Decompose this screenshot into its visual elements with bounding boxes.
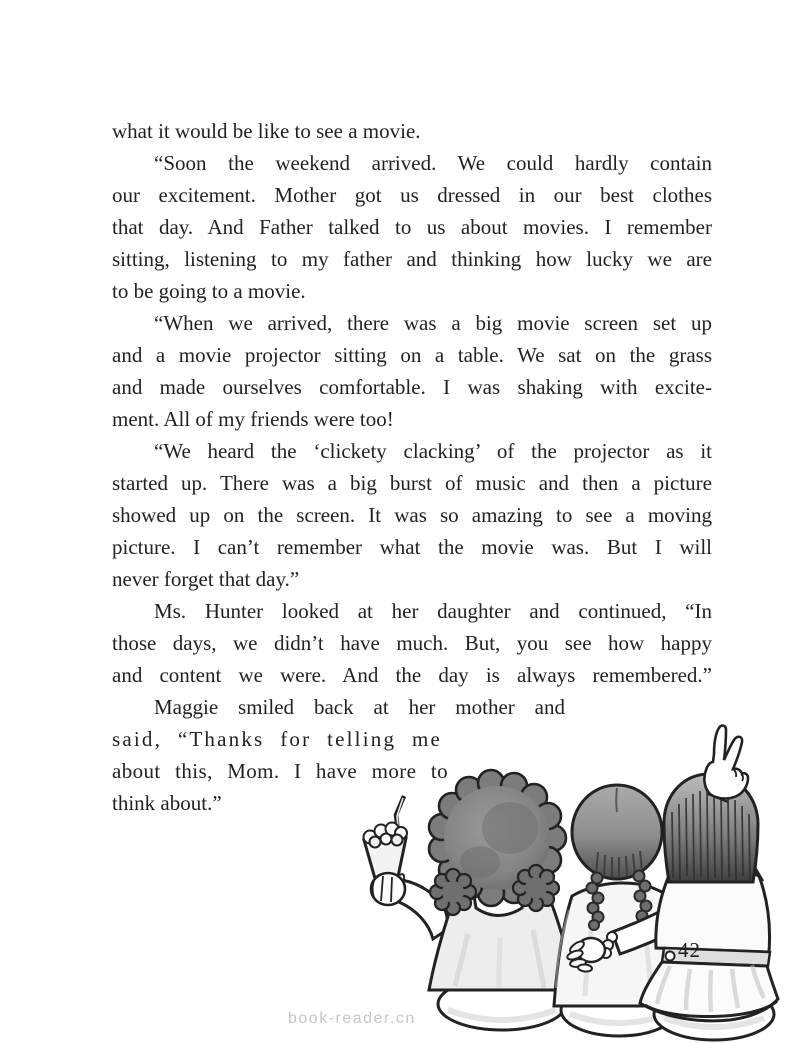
text-line: what it would be like to see a movie.	[112, 119, 421, 143]
text-line: “We heard the ‘clickety clacking’ of the projector as it	[154, 439, 712, 463]
text-line: showed up on the screen. It was so amazing to see a moving	[112, 503, 712, 527]
text-line: Ms. Hunter looked at her daughter and continued, “In	[154, 599, 712, 623]
text-line: “Soon the weekend arrived. We could hardly contain	[154, 151, 712, 175]
peace-sign-hand-icon	[704, 726, 748, 802]
text-line: to be going to a movie.	[112, 279, 306, 303]
text-line: never forget that day.”	[112, 567, 300, 591]
text-line: Maggie smiled back at her mother and	[154, 695, 565, 719]
text-line: said, “Thanks for telling me	[112, 727, 442, 751]
text-line: ment. All of my friends were too!	[112, 407, 394, 431]
text-line: picture. I can’t remember what the movie was. But I will	[112, 535, 712, 559]
hand-holding-cup	[371, 873, 405, 905]
text-line: our excitement. Mother got us dressed in our best clothes	[112, 183, 712, 207]
watermark: book-reader.cn	[288, 1010, 416, 1027]
text-line: about this, Mom. I have more to	[112, 759, 448, 783]
text-line: think about.”	[112, 791, 222, 815]
text-line: started up. There was a big burst of music and then a picture	[112, 471, 712, 495]
three-girls-illustration	[348, 712, 800, 1043]
text-line: that day. And Father talked to us about movies. I remember	[112, 215, 712, 239]
page-number: 42	[678, 938, 701, 962]
text-line: sitting, listening to my father and thinking how lucky we are	[112, 247, 712, 271]
text-line: those days, we didn’t have much. But, you see how happy	[112, 631, 712, 655]
text-line: and a movie projector sitting on a table. We sat on the grass	[112, 343, 712, 367]
text-line: “When we arrived, there was a big movie screen set up	[154, 311, 712, 335]
text-line: and made ourselves comfortable. I was shaking with excite-	[112, 375, 712, 399]
text-line: and content we were. And the day is always remembered.”	[112, 663, 712, 687]
girl-with-curly-pigtails	[364, 770, 576, 1030]
